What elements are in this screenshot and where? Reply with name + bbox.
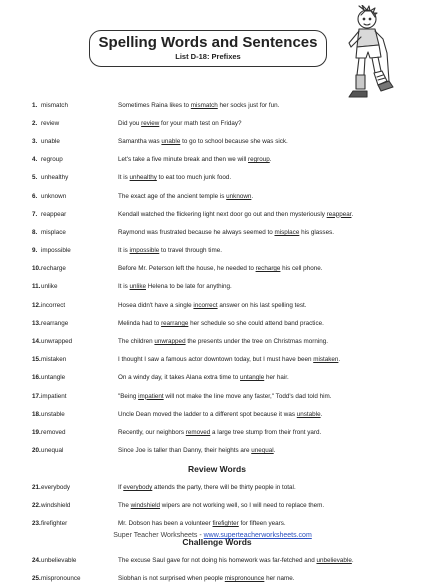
underlined-word: unwrapped xyxy=(154,338,186,346)
word-row xyxy=(32,496,402,514)
example-sentence xyxy=(118,265,402,272)
item-number: 10. xyxy=(32,265,41,273)
underlined-word: untangle xyxy=(240,374,265,382)
example-sentence xyxy=(118,102,402,109)
sentence-end: his glasses. xyxy=(299,228,334,236)
example-sentence xyxy=(118,447,402,454)
example-sentence xyxy=(118,374,402,381)
spelling-word: rearrange xyxy=(41,319,69,327)
sentence-end: . xyxy=(338,356,341,364)
sentence-start: Melinda had to xyxy=(118,319,162,327)
sentence-end: the presents under the tree on Christmas morning. xyxy=(185,338,329,346)
spelling-word: everybody xyxy=(41,483,71,491)
underlined-word: unstable xyxy=(296,410,321,418)
item-number: 16. xyxy=(32,374,41,382)
spelling-word: unknown xyxy=(41,192,67,200)
underlined-word: removed xyxy=(185,428,211,436)
word-row xyxy=(32,114,402,132)
word-row xyxy=(32,278,402,296)
sentence-start: Kendall watched the flickering light next door go out and then mysteriously xyxy=(118,210,327,218)
sentence-end: . xyxy=(273,447,276,455)
word-row xyxy=(32,551,402,569)
underlined-word: mismatch xyxy=(190,101,218,109)
spelling-word: unwrapped xyxy=(41,338,73,346)
word-row xyxy=(32,369,402,387)
spelling-word: unbelievable xyxy=(41,556,77,564)
item-number: 17. xyxy=(32,392,41,400)
sentence-start: The children xyxy=(118,338,155,346)
challenge-words-heading: Challenge Words xyxy=(182,536,252,547)
sentence-end: wipers are not working well, so I will need to replace them. xyxy=(160,502,325,510)
word-row xyxy=(32,387,402,405)
page-title: Spelling Words and Sentences xyxy=(98,34,318,51)
sentence-start: Raymond was frustrated because he always seemed to xyxy=(118,228,275,236)
word-row xyxy=(32,405,402,423)
example-sentence xyxy=(118,283,402,290)
underlined-word: windshield xyxy=(130,502,161,510)
item-number: 22. xyxy=(32,502,41,510)
example-sentence xyxy=(118,429,402,436)
example-sentence xyxy=(118,120,402,127)
sentence-end: a large tree stump from their front yard. xyxy=(210,428,322,436)
example-sentence xyxy=(118,484,402,491)
sentence-end: her hair. xyxy=(264,374,289,382)
item-number: 11. xyxy=(32,283,41,291)
item-number: 21. xyxy=(32,483,41,491)
sentence-end: to go to school because she was sick. xyxy=(180,137,288,145)
underlined-word: reappear xyxy=(326,210,352,218)
item-number: 14. xyxy=(32,338,41,346)
example-sentence xyxy=(118,520,402,527)
sentence-end: her socks just for fun. xyxy=(217,101,280,109)
underlined-word: unequal xyxy=(251,447,274,455)
item-number: 24. xyxy=(32,556,41,564)
spelling-word: review xyxy=(41,119,60,127)
item-number: 7. xyxy=(32,210,38,218)
sentence-end: her name. xyxy=(264,575,295,583)
word-row xyxy=(32,187,402,205)
word-row xyxy=(32,132,402,150)
word-row xyxy=(32,332,402,350)
example-sentence xyxy=(118,229,402,236)
sentence-end: attends the party, there will be thirty people in total. xyxy=(152,483,296,491)
example-sentence xyxy=(118,393,402,400)
example-sentence xyxy=(118,138,402,145)
footer xyxy=(0,532,425,539)
sentence-start: It is xyxy=(118,174,130,182)
sentence-end: for fifteen years. xyxy=(238,520,286,528)
spelling-word: unstable xyxy=(41,410,65,418)
sentence-start: Hosea didn't have a single xyxy=(118,301,194,309)
underlined-word: rearrange xyxy=(161,319,189,327)
sentence-start: Samantha was xyxy=(118,137,162,145)
underlined-word: recharge xyxy=(255,265,281,273)
sentence-end: . xyxy=(251,192,254,200)
word-row xyxy=(32,151,402,169)
sentence-end: answer on his last spelling test. xyxy=(217,301,307,309)
word-row xyxy=(32,223,402,241)
sentence-end: will not make the line move any faster," Todd's dad told him. xyxy=(163,392,332,400)
spelling-word: mismatch xyxy=(41,101,68,109)
underlined-word: incorrect xyxy=(193,301,218,309)
sentence-start: It is xyxy=(118,283,130,291)
word-row xyxy=(32,351,402,369)
boy-pulling-sock-clipart xyxy=(337,5,401,100)
sentence-end: his cell phone. xyxy=(280,265,323,273)
word-row xyxy=(32,570,402,588)
example-sentence xyxy=(118,320,402,327)
item-number: 4. xyxy=(32,156,38,164)
sentence-start: The exact age of the ancient temple is xyxy=(118,192,227,200)
item-number: 15. xyxy=(32,356,41,364)
item-number: 19. xyxy=(32,428,41,436)
word-row xyxy=(32,169,402,187)
item-number: 6. xyxy=(32,192,38,200)
sentence-start: Sometimes Raina likes to xyxy=(118,101,191,109)
example-sentence xyxy=(118,211,402,218)
word-list xyxy=(32,96,402,588)
underlined-word: unable xyxy=(161,137,181,145)
sentence-start: It is xyxy=(118,247,130,255)
underlined-word: regroup xyxy=(248,156,270,164)
sentence-end: her schedule so she could attend band practice. xyxy=(188,319,324,327)
sentence-start: On a windy day, it takes Alana extra time to xyxy=(118,374,241,382)
spelling-word: mispronounce xyxy=(41,575,81,583)
title-box xyxy=(89,30,327,67)
spelling-word: unable xyxy=(41,137,60,145)
sentence-end: to eat too much junk food. xyxy=(156,174,232,182)
sentence-start: Recently, our neighbors xyxy=(118,428,186,436)
item-number: 2. xyxy=(32,119,38,127)
spelling-word: untangle xyxy=(41,374,66,382)
spelling-word: reappear xyxy=(41,210,67,218)
item-number: 12. xyxy=(32,301,41,309)
spelling-word: unequal xyxy=(41,447,64,455)
sentence-start: Siobhan is not surprised when people xyxy=(118,575,225,583)
page-subtitle: List D-18: Prefixes xyxy=(175,52,241,61)
spelling-word: misplace xyxy=(41,228,66,236)
example-sentence xyxy=(118,502,402,509)
word-row xyxy=(32,296,402,314)
sentence-end: . xyxy=(351,210,354,218)
item-number: 1. xyxy=(32,101,38,109)
sentence-start: If xyxy=(118,483,124,491)
spelling-word: impossible xyxy=(41,247,71,255)
sentence-start: The xyxy=(118,502,131,510)
underlined-word: unhealthy xyxy=(129,174,157,182)
underlined-word: impossible xyxy=(129,247,160,255)
underlined-word: unknown xyxy=(226,192,252,200)
spelling-word: regroup xyxy=(41,156,63,164)
example-sentence xyxy=(118,338,402,345)
word-row xyxy=(32,515,402,533)
word-row xyxy=(32,260,402,278)
example-sentence xyxy=(118,156,402,163)
sentence-start: "Being xyxy=(118,392,139,400)
sentence-start: I thought I saw a famous actor downtown today, but I must have been xyxy=(118,356,314,364)
sentence-start: Since Joe is taller than Danny, their heights are xyxy=(118,447,252,455)
spelling-word: recharge xyxy=(41,265,66,273)
sentence-start: Mr. Dobson has been a volunteer xyxy=(118,520,213,528)
item-number: 3. xyxy=(32,137,38,145)
item-number: 23. xyxy=(32,520,41,528)
footer-text: Super Teacher Worksheets - xyxy=(113,532,204,539)
underlined-word: mistaken xyxy=(313,356,339,364)
underlined-word: unlike xyxy=(129,283,146,291)
item-number: 5. xyxy=(32,174,38,182)
word-row xyxy=(32,96,402,114)
sentence-end: . xyxy=(351,556,354,564)
spelling-word: impatient xyxy=(41,392,67,400)
spelling-word: removed xyxy=(41,428,66,436)
underlined-word: review xyxy=(141,119,160,127)
sentence-end: to travel through time. xyxy=(159,247,222,255)
item-number: 8. xyxy=(32,228,38,236)
item-number: 13. xyxy=(32,319,41,327)
spelling-word: firefighter xyxy=(41,520,68,528)
underlined-word: firefighter xyxy=(212,520,239,528)
sentence-end: . xyxy=(320,410,323,418)
word-row xyxy=(32,205,402,223)
spelling-word: unlike xyxy=(41,283,58,291)
sentence-start: Before Mr. Peterson left the house, he needed to xyxy=(118,265,256,273)
example-sentence xyxy=(118,247,402,254)
footer-link[interactable]: www.superteacherworksheets.com xyxy=(203,532,312,539)
example-sentence xyxy=(118,302,402,309)
word-row xyxy=(32,478,402,496)
word-row xyxy=(32,423,402,441)
example-sentence xyxy=(118,174,402,181)
review-words-heading: Review Words xyxy=(188,463,246,474)
sentence-start: Did you xyxy=(118,119,142,127)
sentence-end: . xyxy=(269,156,272,164)
spelling-word: unhealthy xyxy=(41,174,69,182)
underlined-word: everybody xyxy=(123,483,153,491)
spelling-word: mistaken xyxy=(41,356,67,364)
spelling-word: incorrect xyxy=(41,301,66,309)
word-row xyxy=(32,314,402,332)
example-sentence xyxy=(118,411,402,418)
example-sentence xyxy=(118,356,402,363)
item-number: 18. xyxy=(32,410,41,418)
example-sentence xyxy=(118,193,402,200)
word-row xyxy=(32,442,402,460)
sentence-end: Helena to be late for anything. xyxy=(146,283,232,291)
item-number: 20. xyxy=(32,447,41,455)
sentence-start: Uncle Dean moved the ladder to a different spot because it was xyxy=(118,410,297,418)
item-number: 25. xyxy=(32,575,41,583)
spelling-word: windshield xyxy=(41,502,71,510)
sentence-start: Let's take a five minute break and then we will xyxy=(118,156,249,164)
sentence-start: The excuse Saul gave for not doing his homework was far-fetched and xyxy=(118,556,317,564)
example-sentence xyxy=(118,557,402,564)
underlined-word: impatient xyxy=(138,392,164,400)
sentence-end: for your math test on Friday? xyxy=(159,119,242,127)
underlined-word: mispronounce xyxy=(224,575,265,583)
item-number: 9. xyxy=(32,247,38,255)
word-row xyxy=(32,242,402,260)
underlined-word: misplace xyxy=(274,228,300,236)
example-sentence xyxy=(118,575,402,582)
underlined-word: unbelievable xyxy=(316,556,352,564)
